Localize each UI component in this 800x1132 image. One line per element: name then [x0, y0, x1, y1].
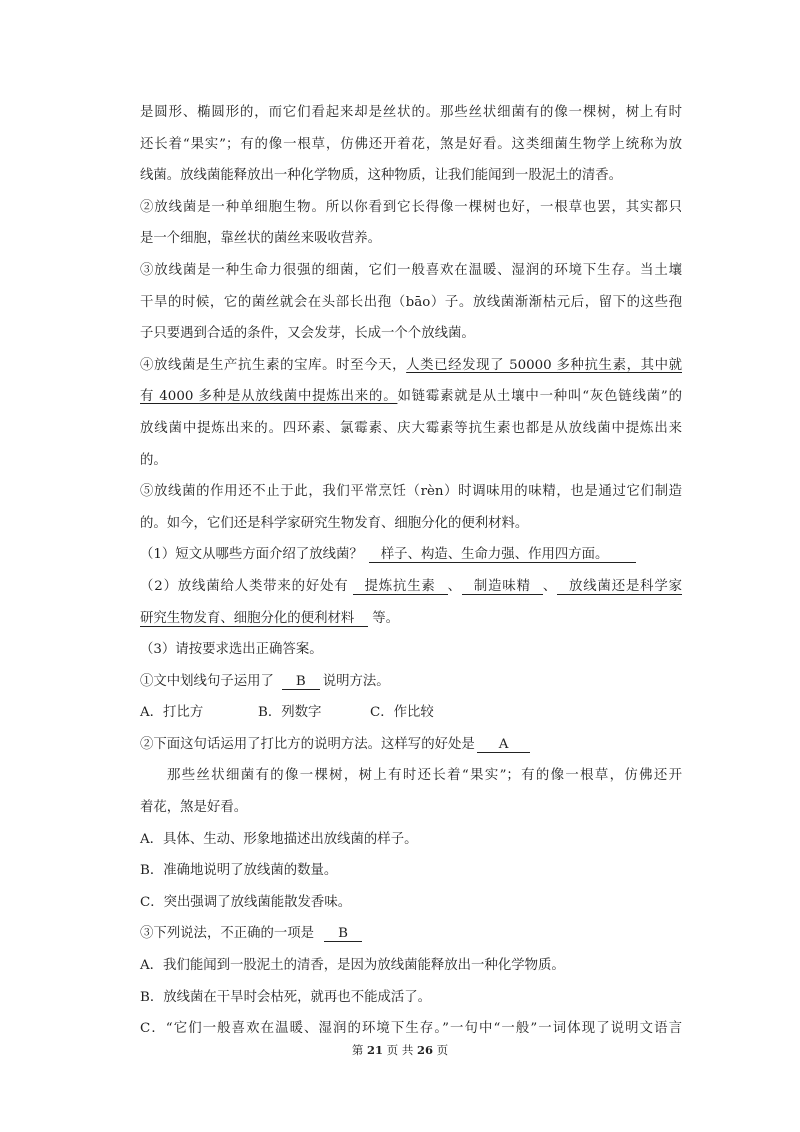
option-b: B．放线菌在干旱时会枯死，就再也不能成活了。	[140, 989, 432, 1005]
underlined-sentence-part: 人类已经发现了 50000 多种抗生素，其中就	[406, 357, 682, 373]
passage-line: 的。	[140, 452, 167, 468]
passage-line: ②放线菌是一种单细胞生物。所以你看到它长得像一棵树也好，一根草也罢，其实都只	[140, 199, 682, 215]
passage-line: 干旱的时候，它的菌丝就会在头部长出孢（bāo）子。放线菌渐渐枯元后，留下的这些孢	[140, 294, 682, 310]
option-a: A．打比方	[140, 705, 204, 721]
sub-question-1-answer: B	[282, 674, 320, 690]
question-3-prompt: （3）请按要求选出正确答案。	[140, 642, 323, 658]
total-pages-number: 26	[416, 1043, 433, 1057]
passage-text: ④放线菌是生产抗生素的宝库。时至今天，	[140, 357, 407, 373]
passage-line: 子只要遇到合适的条件，又会发芽，长成一个个放线菌。	[140, 326, 475, 342]
question-2-suffix: 等。	[372, 610, 400, 626]
footer-prefix: 第	[351, 1043, 364, 1057]
question-2-answer-1: 提炼抗生素	[353, 579, 448, 595]
sub-question-2	[140, 729, 682, 761]
passage-line: 是圆形、椭圆形的，而它们看起来却是丝状的。那些丝状细菌有的像一棵树，树上有时	[140, 105, 682, 120]
quoted-sentence-line: 那些丝状细菌有的像一棵树，树上有时还长着“果实”；有的像一根草，仿佛还开	[167, 768, 682, 784]
passage-line: 的。如今，它们还是科学家研究生物发育、细胞分化的便利材料。	[140, 515, 529, 531]
passage-line: 线菌。放线菌能释放出一种化学物质，这种物质，让我们能闻到一股泥土的清香。	[140, 168, 623, 184]
document-page-body	[140, 97, 682, 1045]
sub-question-1-suffix: 说明方法。	[322, 673, 390, 689]
footer-middle: 页 共	[386, 1043, 414, 1057]
sub-question-3	[140, 918, 682, 950]
option-c: C．突出强调了放线菌能散发香味。	[140, 894, 352, 910]
current-page-number: 21	[367, 1043, 384, 1057]
passage-line: 还长着“果实”；有的像一根草，仿佛还开着花，煞是好看。这类细菌生物学上统称为放	[140, 136, 682, 152]
passage-text: 如链霉素就是从土壤中一种叫“灰色链线菌”的	[397, 389, 682, 405]
sub-question-2-prompt: ②下面这句话运用了打比方的说明方法。这样写的好处是	[140, 736, 475, 752]
sub-question-1	[140, 666, 682, 698]
answer-separator: 、	[447, 578, 462, 594]
passage-line	[140, 350, 682, 382]
question-2	[140, 571, 682, 603]
sub-question-1-prompt: ①文中划线句子运用了	[140, 673, 274, 689]
option-c: C．作比较	[370, 705, 434, 721]
option-c: C．“它们一般喜欢在温暖、湿润的环境下生存。”一句中“一般”一词体现了说明文语言	[140, 1021, 682, 1037]
passage-line: ③放线菌是一种生命力很强的细菌，它们一般喜欢在温暖、湿润的环境下生存。当土壤	[140, 262, 682, 278]
passage-line: 是一个细胞，靠丝状的菌丝来吸收营养。	[140, 231, 382, 247]
sub-question-1-options	[140, 697, 682, 729]
option-b: B．列数字	[258, 705, 322, 721]
answer-separator: 、	[542, 578, 558, 594]
footer-suffix: 页	[436, 1043, 449, 1057]
question-2-answer-2: 制造味精	[462, 579, 543, 595]
quoted-sentence-line: 着花，煞是好看。	[140, 800, 248, 816]
question-1-answer: 样子、构造、生命力强、作用四方面。	[369, 547, 637, 563]
page-footer	[0, 1041, 800, 1059]
question-1	[140, 539, 682, 571]
underlined-sentence-part: 有 4000 多种是从放线菌中提炼出来的。	[140, 389, 398, 405]
sub-question-2-answer: A	[477, 737, 531, 753]
sub-question-3-answer: B	[324, 926, 362, 942]
option-b: B．准确地说明了放线菌的数量。	[140, 863, 338, 879]
option-a: A．我们能闻到一股泥土的清香，是因为放线菌能释放出一种化学物质。	[140, 958, 565, 974]
question-2-answer-3: 研究生物发育、细胞分化的便利材料	[140, 611, 368, 627]
passage-line: ⑤放线菌的作用还不止于此，我们平常烹饪（rèn）时调味用的味精，也是通过它们制造	[140, 484, 682, 500]
question-2-continued	[140, 603, 682, 635]
passage-line	[140, 381, 682, 413]
question-2-answer-3: 放线菌还是科学家	[557, 579, 682, 595]
sub-question-3-prompt: ③下列说法，不正确的一项是	[140, 926, 315, 942]
option-a: A．具体、生动、形象地描述出放线菌的样子。	[140, 831, 418, 847]
passage-line: 放线菌中提炼出来的。四环素、氯霉素、庆大霉素等抗生素也都是从放线菌中提炼出来	[140, 420, 682, 436]
question-1-prompt: （1）短文从哪些方面介绍了放线菌？	[140, 547, 363, 563]
question-2-prompt: （2）放线菌给人类带来的好处有	[140, 578, 349, 594]
